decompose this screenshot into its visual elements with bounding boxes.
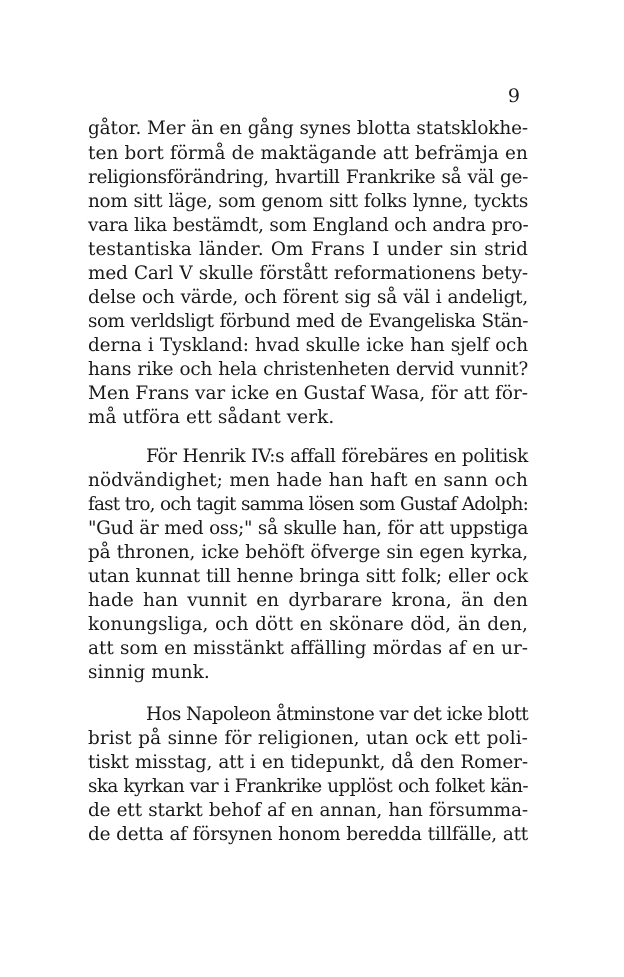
paragraph-2-line-1: För Henrik IV:s affall förebäres en politisk	[146, 446, 528, 467]
paragraph-2-line-6: utan kunnat till henne bringa sitt folk; eller ock	[88, 566, 528, 587]
paragraph-1-line-8: delse och värde, och förent sig så väl i andeligt,	[88, 287, 528, 308]
paragraph-1-line-3: religionsförändring, hvartill Frankrike så väl ge-	[88, 167, 528, 188]
paragraph-1-line-5: vara lika bestämdt, som England och andra pro-	[88, 215, 529, 236]
paragraph-3-line-5: de ett starkt behof af en annan, han försumma-	[88, 800, 528, 821]
paragraph-1-line-1: gåtor. Mer än en gång synes blotta statsklokhe-	[88, 118, 528, 139]
paragraph-1-line-7: med Carl V skulle förstått reformationens bety-	[88, 263, 528, 284]
paragraph-1-line-10: derna i Tyskland: hvad skulle icke han sjelf och	[88, 335, 528, 356]
paragraph-2-line-9: att som en misstänkt affälling mördas af en ur-	[88, 638, 528, 659]
paragraph-2-line-5: på thronen, icke behöft öfverge sin egen kyrka,	[88, 542, 528, 563]
paragraph-1-line-9: som verldsligt förbund med de Evangeliska Stän-	[88, 311, 528, 332]
paragraph-2-line-10: sinnig munk.	[88, 662, 210, 683]
paragraph-2-line-8: konungsliga, och dött en skönare död, än den,	[88, 614, 528, 635]
paragraph-3-line-3: tiskt misstag, att i en tidepunkt, då den Romer-	[88, 752, 528, 773]
paragraph-1-line-6: testantiska länder. Om Frans I under sin strid	[88, 239, 528, 260]
paragraph-1-line-13: må utföra ett sådant verk.	[88, 407, 335, 428]
paragraph-1-line-12: Men Frans var icke en Gustaf Wasa, för att för-	[88, 383, 529, 404]
paragraph-1-line-11: hans rike och hela christenheten dervid vunnit?	[88, 359, 528, 380]
paragraph-2-line-2: nödvändighet; men hade han haft en sann och	[88, 470, 528, 491]
paragraph-3-line-1: Hos Napoleon åtminstone var det icke blott	[146, 704, 529, 725]
paragraph-1-line-2: ten bort förmå de maktägande att befrämja en	[88, 143, 528, 164]
paragraph-3-line-2: brist på sinne för religionen, utan ock ett poli-	[88, 728, 528, 749]
paragraph-1-line-4: nom sitt läge, som genom sitt folks lynne, tyckts	[88, 191, 528, 212]
paragraph-3-line-4: ska kyrkan var i Frankrike upplöst och folket kän-	[88, 776, 528, 797]
paragraph-3-line-6: de detta af försynen honom beredda tillfälle, att	[88, 824, 528, 845]
page-number: 9	[507, 85, 520, 107]
paragraph-2-line-7: hade han vunnit en dyrbarare krona, än den	[88, 590, 528, 611]
paragraph-2-line-3: fast tro, och tagit samma lösen som Gustaf Adolph:	[88, 494, 528, 515]
paragraph-2-line-4: "Gud är med oss;" så skulle han, för att uppstiga	[88, 518, 528, 539]
